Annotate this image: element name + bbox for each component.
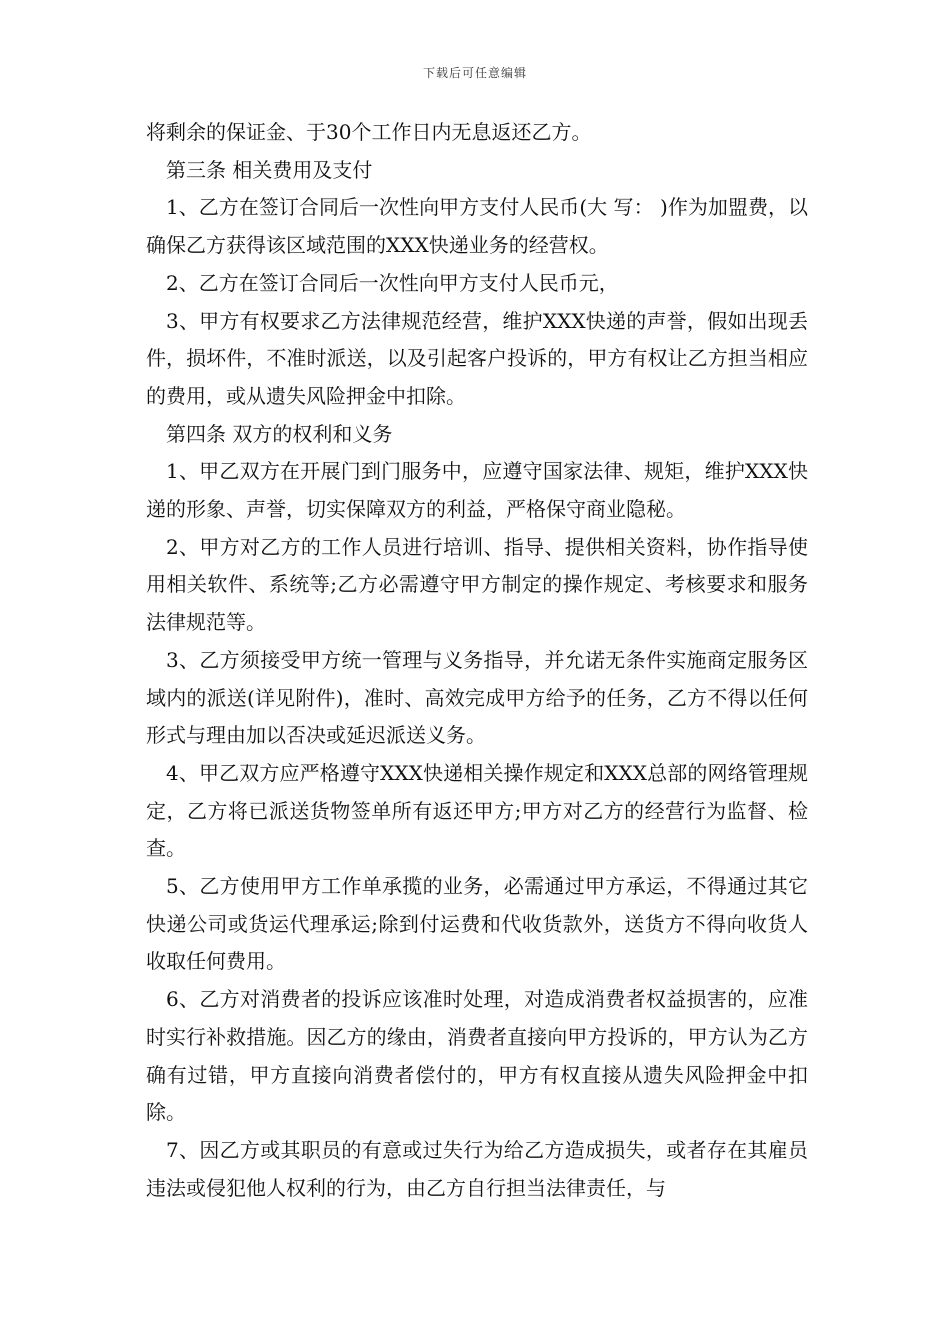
paragraph: 7、因乙方或其职员的有意或过失行为给乙方造成损失，或者存在其雇员违法或侵犯他人权利的行为，由乙方自行担当法律责任，与 <box>146 1137 808 1200</box>
document-body <box>146 114 808 1207</box>
paragraph: 6、乙方对消费者的投诉应该准时处理，对造成消费者权益损害的，应准时实行补救措施。因乙方的缘由，消费者直接向甲方投诉的，甲方认为乙方确有过错，甲方直接向消费者偿付的，甲方有权直接从遗失风险押金中扣除。 <box>146 987 808 1125</box>
paragraph: 2、甲方对乙方的工作人员进行培训、指导、提供相关资料，协作指导使用相关软件、系统等;乙方必需遵守甲方制定的操作规定、考核要求和服务法律规范等。 <box>146 534 808 635</box>
paragraph: 4、甲乙双方应严格遵守XXX快递相关操作规定和XXX总部的网络管理规定，乙方将已派送货物签单所有返还甲方;甲方对乙方的经营行为监督、检查。 <box>146 760 808 861</box>
paragraph: 5、乙方使用甲方工作单承揽的业务，必需通过甲方承运，不得通过其它快递公司或货运代理承运;除到付运费和代收货款外，送货方不得向收货人收取任何费用。 <box>146 874 808 974</box>
paragraph: 3、甲方有权要求乙方法律规范经营，维护XXX快递的声誉，假如出现丢件，损坏件，不准时派送，以及引起客户投诉的，甲方有权让乙方担当相应的费用，或从遗失风险押金中扣除。 <box>146 308 808 408</box>
section-heading: 第四条 双方的权利和义务 <box>166 421 393 446</box>
paragraph: 将剩余的保证金、于30个工作日内无息返还乙方。 <box>146 120 592 144</box>
paragraph: 2、乙方在签订合同后一次性向甲方支付人民币元， <box>166 270 619 295</box>
paragraph: 1、甲乙双方在开展门到门服务中，应遵守国家法律、规矩，维护XXX快递的形象、声誉，切实保障双方的利益，严格保守商业隐秘。 <box>146 459 808 522</box>
header-note: 下载后可任意编辑 <box>422 66 527 80</box>
paragraph: 1、乙方在签订合同后一次性向甲方支付人民币(大 写： )作为加盟费，以确保乙方获得该区域范围的XXX快递业务的经营权。 <box>146 195 808 258</box>
paragraph: 3、乙方须接受甲方统一管理与义务指导，并允诺无条件实施商定服务区域内的派送(详见附件)，准时、高效完成甲方给予的任务，乙方不得以任何形式与理由加以否决或延迟派送义务。 <box>146 647 808 748</box>
section-heading: 第三条 相关费用及支付 <box>166 157 373 182</box>
